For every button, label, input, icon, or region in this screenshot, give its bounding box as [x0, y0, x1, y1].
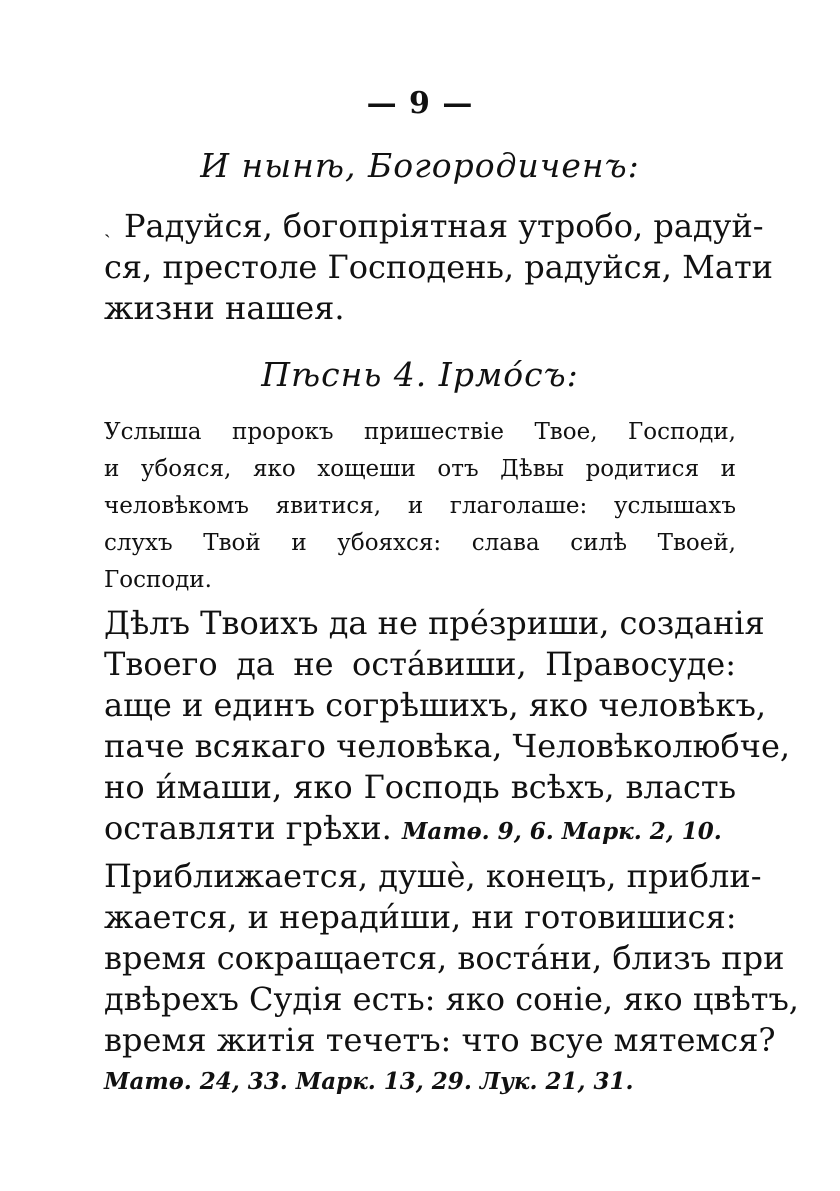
troparion-1-text	[104, 603, 791, 852]
text-line: но и́маши, яко Господь всѣхъ, власть	[104, 768, 736, 806]
irmos-text	[104, 414, 736, 599]
bogorodichen-text	[104, 206, 773, 329]
text-line: ˏ Радуйся, богопріятная утробо, радуй-	[104, 207, 764, 245]
text-line: слухъ Твой и убояхся: слава силѣ Твоей,	[104, 530, 736, 556]
text-line: аще и единъ согрѣшихъ, яко человѣкъ,	[104, 686, 766, 724]
text-line: Услыша пророкъ пришествіе Твое, Господи,	[104, 419, 736, 445]
text-line: Твоего да не оста́виши, Правосуде:	[104, 645, 736, 683]
text-line: время житія течетъ: что всуе мятемся?	[104, 1021, 776, 1059]
text-line: Приближается, душѐ, конецъ, прибли-	[104, 857, 762, 895]
page-number: — 9 —	[366, 86, 474, 121]
text-line: и убояся, яко хощеши отъ Дѣвы родитися и	[104, 456, 736, 482]
text-line: человѣкомъ явитися, и глаголаше: услышахъ	[104, 493, 736, 519]
text-line: жается, и неради́ши, ни готовишися:	[104, 898, 737, 936]
heading-bogorodichen: И нынѣ, Богородиченъ:	[200, 146, 640, 185]
text-line: Господи.	[104, 567, 212, 593]
scripture-reference: Матѳ. 9, 6. Марк. 2, 10.	[401, 818, 722, 845]
margin-mark: ˏ	[104, 214, 111, 238]
text-line: двѣрехъ Судія есть: яко соніе, яко цвѣтъ,	[104, 980, 799, 1018]
text-line: время сокращается, воста́ни, близъ при	[104, 939, 785, 977]
text-line: жизни нашея.	[104, 289, 345, 327]
text-line: оставляти грѣхи. Матѳ. 9, 6. Марк. 2, 10.	[104, 809, 722, 847]
text-line: Дѣлъ Твоихъ да не пре́зриши, созданія	[104, 604, 765, 642]
text-line: ся, престоле Господень, радуйся, Мати	[104, 248, 773, 286]
scripture-reference: Матѳ. 24, 33. Марк. 13, 29. Лук. 21, 31.	[104, 1068, 634, 1095]
heading-pesn-4-irmos: Пѣснь 4. Ірмо́съ:	[261, 355, 579, 394]
text-line: паче всякаго человѣка, Человѣколюбче,	[104, 727, 791, 765]
troparion-2-text	[104, 856, 799, 1102]
